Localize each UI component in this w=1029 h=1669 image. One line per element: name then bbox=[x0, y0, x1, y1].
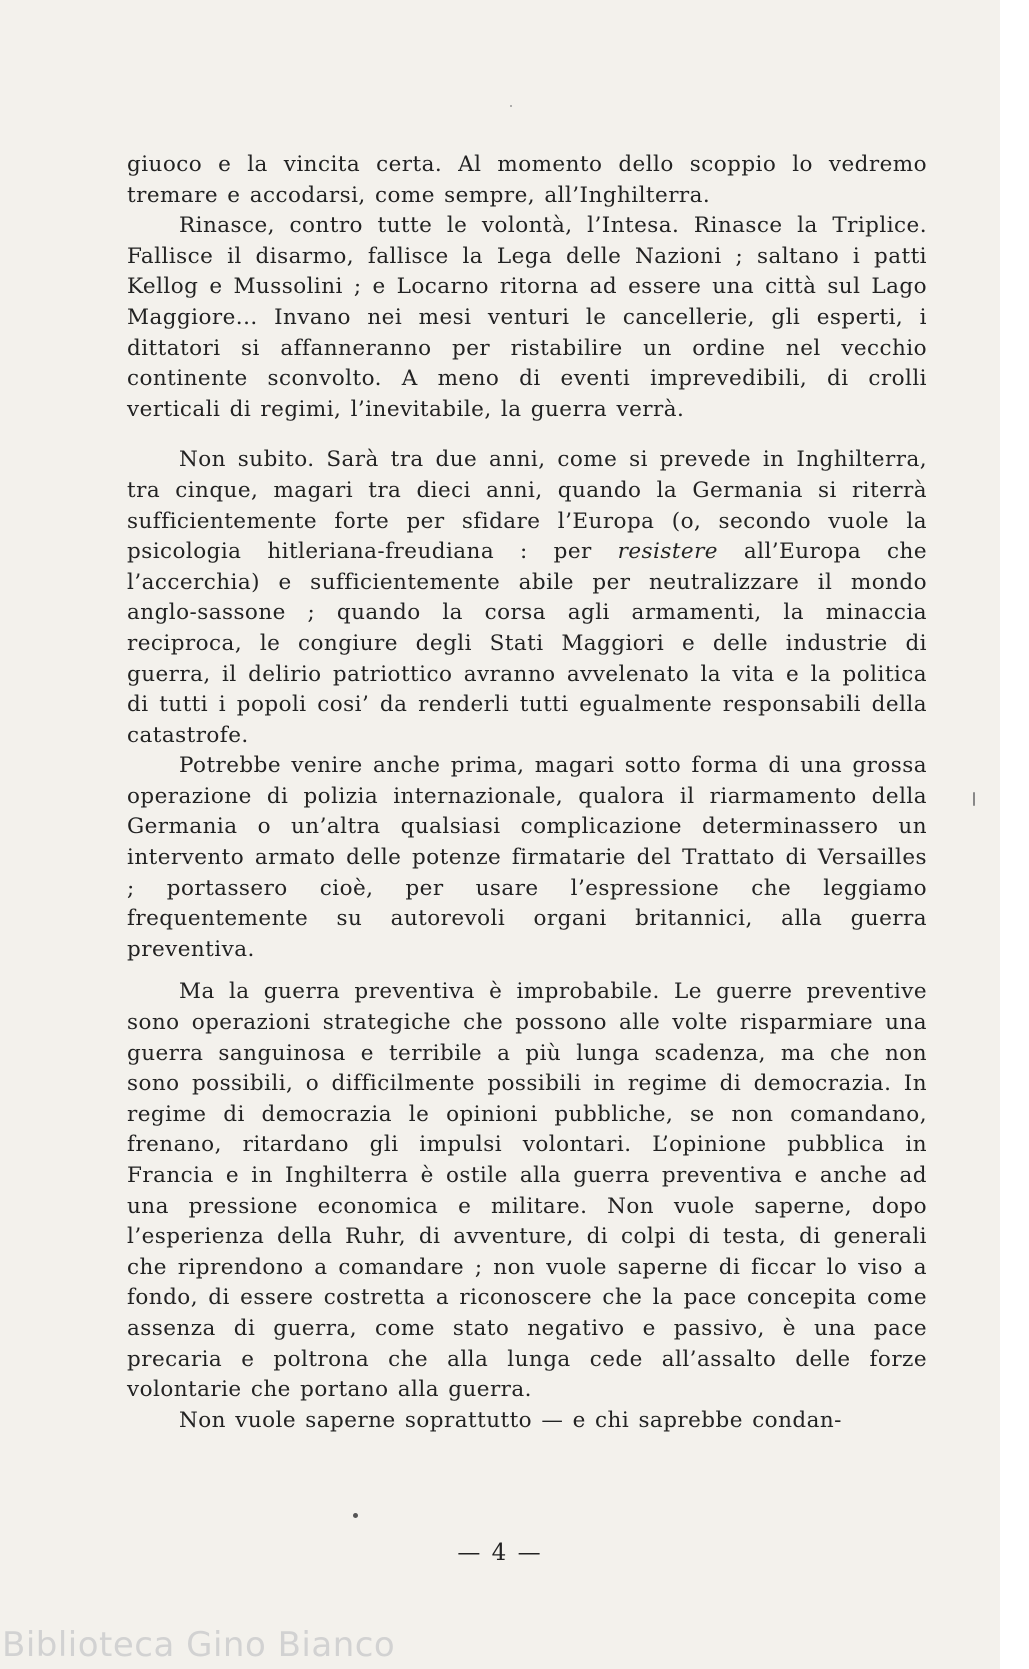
paragraph-intesa: Rinasce, contro tutte le volontà, l’Intesa. Rinasce la Triplice. Fallisce il disarmo, fallisce la Lega delle Nazioni ; saltano i patti Kellog e Mussolini ; e Locarno ritorna ad essere una città sul Lago Maggiore... Invano nei mesi venturi le cancellerie, gli esperti, i dittatori si affanneranno per ristabilire un ordine nel vecchio continente sconvolto. A meno di eventi imprevedibili, di crolli verticali di regimi, l’inevitabile, la guerra verrà. bbox=[127, 213, 927, 422]
paper-speck bbox=[510, 105, 512, 107]
paragraph-continuation: giuoco e la vincita certa. Al momento dello scoppio lo vedremo tremare e accodarsi, come sempre, all’Inghilterra. bbox=[127, 152, 927, 208]
paragraph-non-subito bbox=[127, 445, 927, 751]
paragraph-non-subito-part-2: all’Europa che l’accerchia) e sufficientemente abile per neutralizzare il mondo anglo-sassone ; quando la corsa agli armamenti, la minaccia reciproca, le congiure degli Stati Maggiori e delle industrie di guerra, il delirio patriottico avranno avvelenato la vita e la politica di tutti i popoli cosi’ da renderli tutti egualmente responsabili della catastrofe. bbox=[127, 539, 927, 748]
body-text bbox=[127, 150, 927, 1436]
emphasis-resistere: resistere bbox=[617, 539, 718, 565]
page-number: — 4 — bbox=[457, 1540, 543, 1566]
paper-speck bbox=[353, 1513, 358, 1518]
paragraph-guerra-preventiva: Ma la guerra preventiva è improbabile. Le guerre preventive sono operazioni strategiche che possono alle volte risparmiare una guerra sanguinosa e terribile a più lunga scadenza, ma che non sono possibili, o difficilmente possibili in regime di democrazia. In regime di democrazia le opinioni pubbliche, se non comandano, frenano, ritardano gli impulsi volontari. L’opinione pubblica in Francia e in Inghilterra è ostile alla guerra preventiva e anche ad una pressione economica e militare. Non vuole saperne, dopo l’esperienza della Ruhr, di avventure, di colpi di testa, di generali che riprendono a comandare ; non vuole saperne di ficcar lo viso a fondo, di essere costretta a riconoscere che la pace concepita come assenza di guerra, come stato negativo e passivo, è una pace precaria e poltrona che alla lunga cede all’assalto delle forze volontarie che portano alla guerra. bbox=[127, 979, 927, 1403]
paragraph-potrebbe: Potrebbe venire anche prima, magari sotto forma di una grossa operazione di polizia internazionale, qualora il riarmamento della Germania o un’altra qualsiasi complicazione determinassero un intervento armato delle potenze firmatarie del Trattato di Versailles ; portassero cioè, per usare l’espressione che leggiamo frequentemente su autorevoli organi britannici, alla guerra preventiva. bbox=[127, 753, 927, 962]
page-margin-edge bbox=[1000, 0, 1029, 1669]
library-watermark: Biblioteca Gino Bianco bbox=[2, 1625, 396, 1665]
paragraph-non-vuole: Non vuole saperne soprattutto — e chi saprebbe condan- bbox=[179, 1407, 842, 1433]
paragraph-non-subito-part-1: Non subito. Sarà tra due anni, come si prevede in Inghilterra, tra cinque, magari tra dieci anni, quando la Germania si riterrà sufficientemente forte per sfidare l’Europa (o, secondo vuole la psicologia hitleriana-freudiana : per bbox=[127, 447, 927, 565]
paper-speck bbox=[973, 792, 975, 806]
